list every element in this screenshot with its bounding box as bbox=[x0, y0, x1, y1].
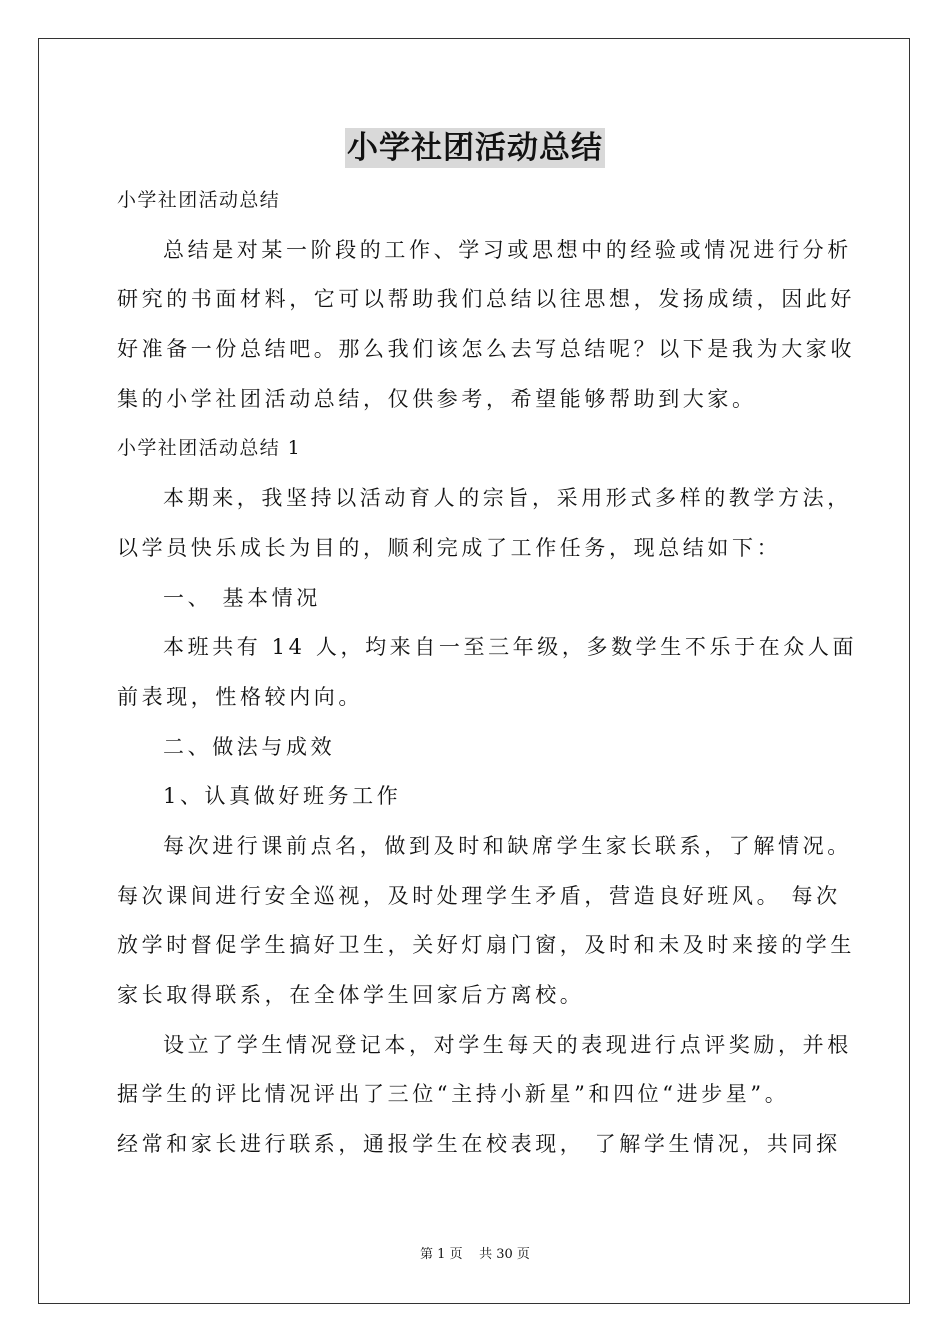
paragraph-line: 放学时督促学生搞好卫生，关好灯扇门窗，及时和未及时来接的学生 bbox=[117, 933, 855, 958]
subsection-heading: 一、 基本情况 bbox=[163, 585, 321, 610]
document-body bbox=[117, 180, 858, 1174]
paragraph-line: 每次进行课前点名，做到及时和缺席学生家长联系，了解情况。 bbox=[163, 833, 852, 858]
paragraph-line: 家长取得联系，在全体学生回家后方离校。 bbox=[117, 983, 585, 1007]
document-title: 小学社团活动总结 bbox=[347, 130, 603, 166]
paragraph-line: 本期来，我坚持以活动育人的宗旨，采用形式多样的教学方法， bbox=[163, 486, 852, 511]
paragraph-line: 经常和家长进行联系，通报学生在校表现， 了解学生情况，共同探 bbox=[117, 1132, 841, 1157]
paragraph-line: 研究的书面材料，它可以帮助我们总结以往思想，发扬成绩，因此好 bbox=[117, 287, 855, 312]
paragraph-line: 好准备一份总结吧。那么我们该怎么去写总结呢？以下是我为大家收 bbox=[117, 337, 855, 362]
section-heading: 小学社团活动总结 1 bbox=[117, 437, 302, 460]
paragraph-line: 本班共有 14 人，均来自一至三年级，多数学生不乐于在众人面 bbox=[163, 635, 858, 660]
page-footer bbox=[0, 1245, 950, 1265]
title-container bbox=[0, 128, 950, 168]
paragraph-line: 以学员快乐成长为目的，顺利完成了工作任务，现总结如下： bbox=[117, 535, 782, 560]
subsection-heading: 二、做法与成效 bbox=[163, 734, 336, 759]
paragraph-line: 设立了学生情况登记本，对学生每天的表现进行点评奖励，并根 bbox=[163, 1032, 852, 1057]
item-heading: 1、认真做好班务工作 bbox=[163, 784, 402, 809]
paragraph-line: 集的小学社团活动总结，仅供参考，希望能够帮助到大家。 bbox=[117, 386, 757, 411]
subtitle-line: 小学社团活动总结 bbox=[117, 189, 281, 211]
paragraph-line: 据学生的评比情况评出了三位“主持小新星”和四位“进步星”。 bbox=[117, 1082, 790, 1107]
paragraph-line: 前表现，性格较内向。 bbox=[117, 684, 363, 709]
paragraph-line: 每次课间进行安全巡视，及时处理学生矛盾，营造良好班风。 每次 bbox=[117, 883, 841, 908]
total-pages: 共 30 页 bbox=[479, 1247, 530, 1262]
page-number: 第 1 页 bbox=[420, 1247, 463, 1262]
paragraph-line: 总结是对某一阶段的工作、学习或思想中的经验或情况进行分析 bbox=[163, 237, 852, 262]
